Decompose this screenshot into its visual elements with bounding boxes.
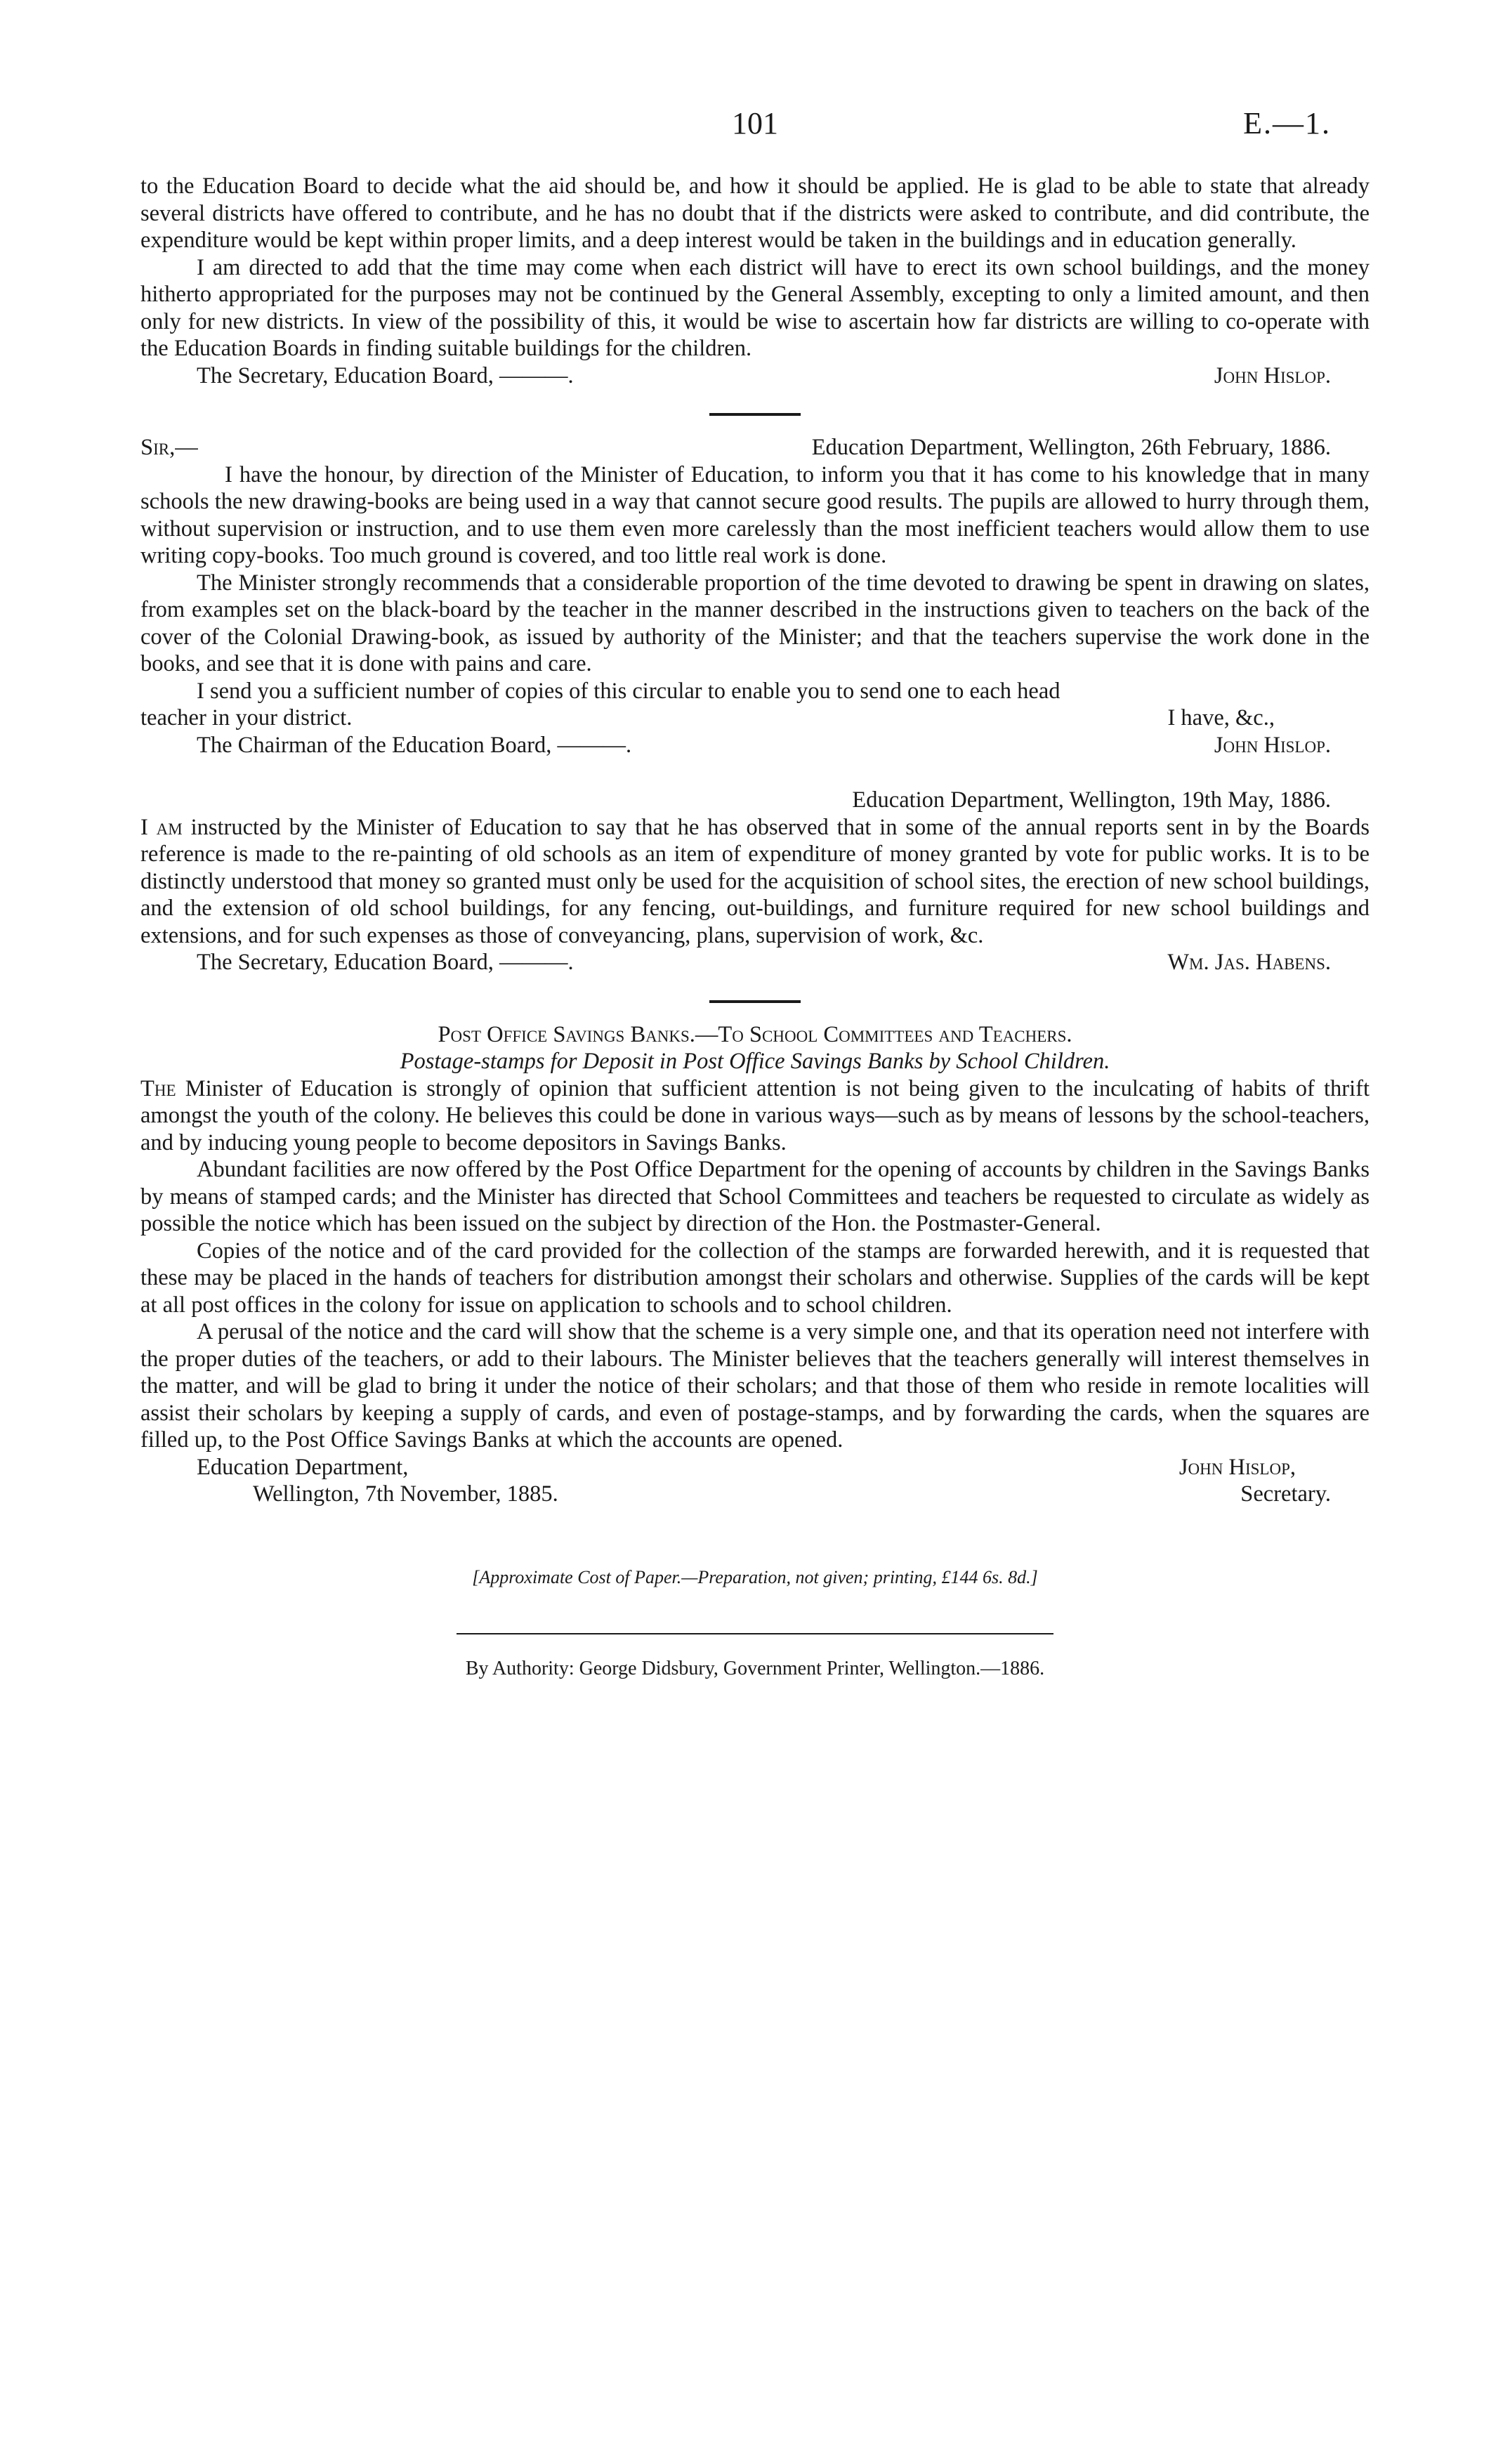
letter-2-paragraph-3: I send you a sufficient number of copies of this circular to enable you to send one to each head [197,678,1061,704]
letter-2-dateline: Education Department, Wellington, 26th February, 1886. [811,435,1331,460]
letter-2-paragraph-3-end [140,705,1370,732]
letter-2-signature: John Hislop. [1214,732,1331,758]
letter-3-dateline: Education Department, Wellington, 19th May, 1886. [852,787,1331,813]
spacer [140,759,1370,787]
letter-3 [140,787,1370,976]
letter-1-closing [140,362,1370,390]
letter-3-paragraph-text: instructed by the Minister of Education to say that he has observed that in some of the annual reports sent in by the Boards reference is made to the re-painting of old schools as an item of expenditure of money granted by vote for public works. It is to be distinctly understood that money so granted must only be used for the acquisition of school sites, the erection of new school buildings, and the extension of old school buildings, for any fencing, out-buildings, and furniture required for new school buildings and extensions, and for such expenses as those of conveyancing, plans, supervision of work, &c. [140,814,1370,948]
circular-signature-title: Secretary. [1240,1481,1331,1507]
circular-paragraph-1 [140,1075,1370,1157]
letter-3-addressee: The Secretary, Education Board, ———. [197,950,574,975]
circular-signature-block [140,1454,1370,1508]
letter-2-closing [140,732,1370,759]
circular-lead-word: The [140,1075,176,1101]
circular [140,1021,1370,1508]
circular-heading: Post Office Savings Banks.—To School Committees and Teachers. [438,1021,1072,1047]
document-reference: E.—1. [1243,106,1331,140]
section-divider [709,1000,801,1003]
letter-2 [140,434,1370,759]
letter-3-signature: Wm. Jas. Habens. [1167,950,1331,975]
letter-2-addressee: The Chairman of the Education Board, ———. [197,732,632,758]
page-header [140,105,1370,148]
letter-1-paragraph-1: to the Education Board to decide what the aid should be, and how it should be applied. He is glad to be able to state that already several districts have offered to contribute, and he has no doubt that if the districts were asked to contribute, and did contribute, the expenditure would be kept within proper limits, and a deep interest would be taken in the buildings and in education generally. [140,173,1370,253]
circular-place: Education Department, [197,1454,409,1480]
letter-2-closing-phrase: I have, &c., [1167,705,1275,730]
circular-subheading: Postage-stamps for Deposit in Post Office Savings Banks by School Children. [400,1049,1110,1074]
circular-paragraph-3: Copies of the notice and of the card provided for the collection of the stamps are forwarded herewith, and it is requested that these may be placed in the hands of teachers for distribution amongst their scholars and otherwise. Supplies of the cards will be kept at all post offices in the colony for issue on application to schools and to school children. [140,1238,1370,1318]
circular-paragraph-1-text: Minister of Education is strongly of opinion that sufficient attention is not being given to the inculcating of habits of thrift amongst the youth of the colony. He believes this could be done in various ways—such as by means of lessons by the school-teachers, and by inducing young people to become depositors in Savings Banks. [140,1075,1370,1155]
letter-1-paragraph-2: I am directed to add that the time may come when each district will have to erect its own school buildings, and the money hitherto appropriated for the purposes may not be continued by the General Assembly, excepting to only a limited amount, and then only for new districts. In view of the possibility of this, it would be wise to ascertain how far districts are willing to co-operate with the Education Boards in finding suitable buildings for the children. [140,254,1370,361]
letter-1-addressee: The Secretary, Education Board, ———. [197,362,574,388]
letter-2-salutation: Sir,— [140,435,198,460]
cost-note: [Approximate Cost of Paper.—Preparation, not given; printing, £144 6s. 8d.] [472,1566,1038,1587]
section-divider [709,413,801,416]
letter-3-lead-words: I am [140,814,183,840]
letter-3-closing [140,949,1370,976]
page-number: 101 [732,106,778,140]
circular-paragraph-2: Abundant facilities are now offered by the Post Office Department for the opening of accounts by children in the Savings Banks by means of stamped cards; and the Minister has directed that School Committees and teachers be requested to circulate as widely as possible the notice which has been issued on the subject by direction of the Hon. the Postmaster-General. [140,1157,1370,1236]
letter-2-paragraph-3-tail: teacher in your district. [140,705,353,730]
letter-1-signature: John Hislop. [1214,362,1331,388]
circular-place-date [140,1454,558,1508]
letter-2-header [140,434,1370,461]
footer-divider [457,1633,1053,1634]
letter-1 [140,173,1370,389]
circular-signatory [1179,1454,1370,1508]
circular-paragraph-4: A perusal of the notice and the card will show that the scheme is a very simple one, and that its operation need not interfere with the proper duties of the teachers, or add to their labours. The Minister believes that the teachers generally will interest themselves in the matter, and will be glad to bring it under the notice of their scholars; and that those of them who reside in remote localities will assist their scholars by keeping a supply of cards, and even of postage-stamps, and by forwarding the cards, when the squares are filled up, to the Post Office Savings Banks at which the accounts are opened. [140,1319,1370,1453]
circular-date: Wellington, 7th November, 1885. [253,1481,558,1507]
letter-2-paragraph-2: The Minister strongly recommends that a considerable proportion of the time devoted to drawing be spent in drawing on slates, from examples set on the black-board by the teacher in the manner described in the instructions given to teachers on the back of the cover of the Colonial Drawing-book, as issued by authority of the Minister; and that the teachers supervise the work done in the books, and see that it is done with pains and care. [140,570,1370,676]
letter-3-paragraph-1 [140,814,1370,950]
circular-signature-name: John Hislop, [1179,1454,1296,1480]
letter-2-paragraph-1: I have the honour, by direction of the Minister of Education, to inform you that it has come to his knowledge that in many schools the new drawing-books are being used in a way that cannot secure good results. The pupils are allowed to hurry through them, without supervision or instruction, and to use them even more carelessly than the most inefficient teachers would allow them to use writing copy-books. Too much ground is covered, and too little real work is done. [140,461,1370,568]
printer-authority: By Authority: George Didsbury, Government Printer, Wellington.—1886. [465,1658,1045,1679]
document-body [140,173,1370,1683]
